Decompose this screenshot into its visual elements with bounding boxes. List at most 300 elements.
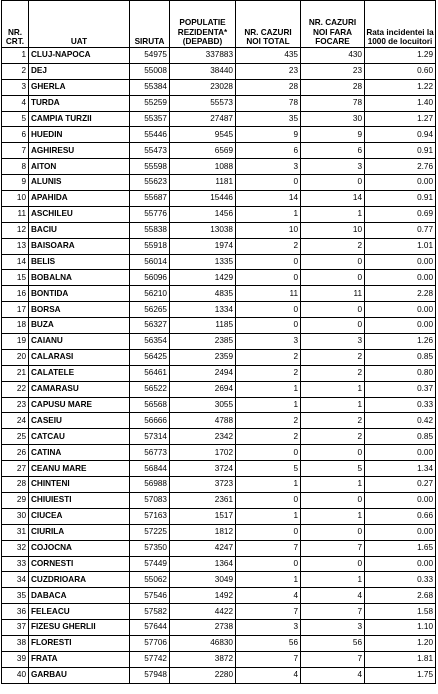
cell-populatie: 2694 [170,381,236,397]
table-row [2,318,436,334]
cell-nr-crt: 29 [2,492,29,508]
cell-populatie: 2342 [170,429,236,445]
cell-populatie: 2738 [170,620,236,636]
cell-populatie: 1812 [170,524,236,540]
cell-siruta: 55687 [130,191,170,207]
cell-rata: 1.34 [365,461,436,477]
cell-cazuri-total: 28 [236,79,301,95]
cell-cazuri-total: 0 [236,524,301,540]
cell-uat: CATCAU [29,429,130,445]
table-row [2,477,436,493]
table-row [2,111,436,127]
cell-cazuri-fara-focare: 430 [301,48,365,64]
table-row [2,206,436,222]
cell-rata: 0.00 [365,445,436,461]
header-rata: Rata incidentei la 1000 de locuitori [365,1,436,48]
cell-cazuri-total: 0 [236,492,301,508]
cell-cazuri-total: 2 [236,349,301,365]
table-row [2,79,436,95]
cell-uat: CUZDRIOARA [29,572,130,588]
cell-populatie: 2361 [170,492,236,508]
cell-populatie: 4835 [170,286,236,302]
cell-uat: CORNESTI [29,556,130,572]
cell-populatie: 2359 [170,349,236,365]
cell-cazuri-fara-focare: 4 [301,667,365,683]
cell-rata: 0.00 [365,175,436,191]
cell-siruta: 56265 [130,302,170,318]
cell-rata: 0.33 [365,397,436,413]
cell-siruta: 56568 [130,397,170,413]
cell-cazuri-fara-focare: 7 [301,651,365,667]
cell-rata: 0.85 [365,429,436,445]
cell-cazuri-total: 10 [236,222,301,238]
cell-rata: 0.42 [365,413,436,429]
table-row [2,381,436,397]
cell-rata: 0.69 [365,206,436,222]
cell-populatie: 337883 [170,48,236,64]
table-row [2,413,436,429]
cell-cazuri-total: 0 [236,270,301,286]
cell-cazuri-total: 3 [236,159,301,175]
cell-uat: COJOCNA [29,540,130,556]
cell-cazuri-fara-focare: 10 [301,222,365,238]
cell-uat: CEANU MARE [29,461,130,477]
cell-cazuri-fara-focare: 0 [301,524,365,540]
cell-cazuri-total: 2 [236,429,301,445]
cell-uat: FELEACU [29,604,130,620]
table-row [2,445,436,461]
cell-cazuri-fara-focare: 23 [301,63,365,79]
cell-cazuri-fara-focare: 0 [301,302,365,318]
cell-nr-crt: 20 [2,349,29,365]
cell-cazuri-total: 1 [236,477,301,493]
cell-populatie: 1181 [170,175,236,191]
cell-nr-crt: 34 [2,572,29,588]
cell-nr-crt: 40 [2,667,29,683]
cell-populatie: 3872 [170,651,236,667]
cell-nr-crt: 3 [2,79,29,95]
cell-siruta: 57163 [130,508,170,524]
cell-nr-crt: 31 [2,524,29,540]
cell-nr-crt: 38 [2,635,29,651]
cell-uat: GHERLA [29,79,130,95]
cell-nr-crt: 25 [2,429,29,445]
cell-siruta: 57225 [130,524,170,540]
table-row [2,635,436,651]
cell-cazuri-fara-focare: 0 [301,556,365,572]
cell-rata: 0.00 [365,254,436,270]
cell-rata: 1.29 [365,48,436,64]
table-row [2,524,436,540]
table-row [2,191,436,207]
table-row [2,604,436,620]
cell-cazuri-fara-focare: 28 [301,79,365,95]
cell-nr-crt: 1 [2,48,29,64]
cell-nr-crt: 8 [2,159,29,175]
cell-rata: 1.20 [365,635,436,651]
table-row [2,620,436,636]
cell-nr-crt: 14 [2,254,29,270]
cell-rata: 0.00 [365,492,436,508]
cell-rata: 0.33 [365,572,436,588]
cell-populatie: 1364 [170,556,236,572]
cell-cazuri-total: 7 [236,651,301,667]
cell-cazuri-fara-focare: 56 [301,635,365,651]
cell-populatie: 1334 [170,302,236,318]
cell-uat: DABACA [29,588,130,604]
cell-nr-crt: 12 [2,222,29,238]
table-row [2,270,436,286]
cell-cazuri-fara-focare: 3 [301,620,365,636]
table-row [2,302,436,318]
cell-populatie: 1517 [170,508,236,524]
cell-cazuri-total: 0 [236,175,301,191]
cell-rata: 1.10 [365,620,436,636]
cell-cazuri-total: 0 [236,318,301,334]
table-row [2,254,436,270]
cell-siruta: 55008 [130,63,170,79]
cell-siruta: 54975 [130,48,170,64]
cell-uat: CHIUIESTI [29,492,130,508]
cell-siruta: 55623 [130,175,170,191]
cell-uat: DEJ [29,63,130,79]
cell-uat: CAMPIA TURZII [29,111,130,127]
cell-siruta: 57706 [130,635,170,651]
cell-rata: 1.81 [365,651,436,667]
cell-rata: 1.26 [365,334,436,350]
cell-uat: FRATA [29,651,130,667]
cell-siruta: 56666 [130,413,170,429]
cell-cazuri-total: 0 [236,445,301,461]
cell-uat: AITON [29,159,130,175]
cell-siruta: 55776 [130,206,170,222]
cell-cazuri-fara-focare: 2 [301,238,365,254]
table-row [2,492,436,508]
table-row [2,667,436,683]
cell-cazuri-fara-focare: 3 [301,159,365,175]
cell-siruta: 56425 [130,349,170,365]
table-row [2,572,436,588]
cell-siruta: 56988 [130,477,170,493]
cell-cazuri-fara-focare: 30 [301,111,365,127]
cell-cazuri-fara-focare: 2 [301,429,365,445]
cell-uat: CHINTENI [29,477,130,493]
table-body [2,48,436,684]
cell-nr-crt: 16 [2,286,29,302]
cell-uat: BELIS [29,254,130,270]
cell-cazuri-total: 7 [236,604,301,620]
cell-cazuri-total: 435 [236,48,301,64]
cell-populatie: 1429 [170,270,236,286]
cell-cazuri-total: 2 [236,238,301,254]
cell-uat: CALATELE [29,365,130,381]
cell-cazuri-fara-focare: 4 [301,588,365,604]
table-row [2,556,436,572]
cell-populatie: 27487 [170,111,236,127]
cell-siruta: 56461 [130,365,170,381]
cell-populatie: 13038 [170,222,236,238]
cell-nr-crt: 5 [2,111,29,127]
cell-rata: 0.85 [365,349,436,365]
cell-siruta: 56014 [130,254,170,270]
cell-cazuri-fara-focare: 1 [301,508,365,524]
cell-cazuri-total: 11 [236,286,301,302]
table-row [2,397,436,413]
cell-cazuri-fara-focare: 0 [301,175,365,191]
cell-rata: 0.00 [365,556,436,572]
cell-populatie: 46830 [170,635,236,651]
cell-cazuri-fara-focare: 0 [301,318,365,334]
cell-cazuri-fara-focare: 5 [301,461,365,477]
cell-cazuri-fara-focare: 7 [301,540,365,556]
cell-cazuri-fara-focare: 6 [301,143,365,159]
cell-cazuri-total: 3 [236,620,301,636]
cell-populatie: 4788 [170,413,236,429]
cell-cazuri-total: 5 [236,461,301,477]
table-row [2,222,436,238]
cell-siruta: 56844 [130,461,170,477]
cell-populatie: 1492 [170,588,236,604]
cell-nr-crt: 4 [2,95,29,111]
cell-cazuri-fara-focare: 1 [301,397,365,413]
header-row [2,1,436,48]
cell-cazuri-total: 4 [236,588,301,604]
cell-populatie: 1456 [170,206,236,222]
table-row [2,429,436,445]
cell-rata: 1.22 [365,79,436,95]
cell-rata: 0.00 [365,318,436,334]
cell-cazuri-total: 3 [236,334,301,350]
cell-uat: CAIANU [29,334,130,350]
cell-cazuri-total: 14 [236,191,301,207]
cell-siruta: 57350 [130,540,170,556]
cell-populatie: 3723 [170,477,236,493]
cell-cazuri-fara-focare: 14 [301,191,365,207]
cell-siruta: 56354 [130,334,170,350]
cell-nr-crt: 15 [2,270,29,286]
cell-populatie: 23028 [170,79,236,95]
cell-populatie: 38440 [170,63,236,79]
cell-cazuri-fara-focare: 0 [301,492,365,508]
cell-nr-crt: 30 [2,508,29,524]
cell-rata: 0.80 [365,365,436,381]
cell-nr-crt: 26 [2,445,29,461]
cell-cazuri-fara-focare: 1 [301,381,365,397]
cell-nr-crt: 9 [2,175,29,191]
cell-siruta: 55838 [130,222,170,238]
cell-populatie: 6569 [170,143,236,159]
cell-siruta: 57546 [130,588,170,604]
cell-nr-crt: 10 [2,191,29,207]
cell-rata: 2.68 [365,588,436,604]
table-row [2,365,436,381]
cell-populatie: 1702 [170,445,236,461]
cell-rata: 0.91 [365,143,436,159]
table-row [2,159,436,175]
cell-nr-crt: 7 [2,143,29,159]
cell-siruta: 56522 [130,381,170,397]
header-siruta: SIRUTA [130,1,170,48]
header-populatie: POPULATIE REZIDENTA* (DEPABD) [170,1,236,48]
cell-uat: ASCHILEU [29,206,130,222]
cell-cazuri-fara-focare: 2 [301,413,365,429]
cell-rata: 0.77 [365,222,436,238]
cell-uat: BACIU [29,222,130,238]
cell-siruta: 57083 [130,492,170,508]
cell-cazuri-total: 1 [236,381,301,397]
cell-rata: 0.00 [365,524,436,540]
cell-cazuri-fara-focare: 78 [301,95,365,111]
table-row [2,127,436,143]
cell-siruta: 55384 [130,79,170,95]
cell-populatie: 4422 [170,604,236,620]
cell-siruta: 57449 [130,556,170,572]
cell-uat: FLORESTI [29,635,130,651]
cell-rata: 0.00 [365,302,436,318]
cell-populatie: 1335 [170,254,236,270]
table-row [2,651,436,667]
cell-uat: CAPUSU MARE [29,397,130,413]
cell-nr-crt: 23 [2,397,29,413]
cell-uat: CATINA [29,445,130,461]
cell-siruta: 56773 [130,445,170,461]
table-row [2,143,436,159]
cell-siruta: 55918 [130,238,170,254]
cell-nr-crt: 27 [2,461,29,477]
cell-siruta: 55259 [130,95,170,111]
cell-siruta: 56096 [130,270,170,286]
cell-cazuri-fara-focare: 3 [301,334,365,350]
cell-nr-crt: 33 [2,556,29,572]
header-nr-crt: NR. CRT. [2,1,29,48]
cell-populatie: 1088 [170,159,236,175]
header-cazuri-total: NR. CAZURI NOI TOTAL [236,1,301,48]
cell-uat: BUZA [29,318,130,334]
cell-cazuri-fara-focare: 0 [301,270,365,286]
cell-cazuri-total: 35 [236,111,301,127]
cell-siruta: 57582 [130,604,170,620]
cell-cazuri-total: 0 [236,556,301,572]
cell-rata: 2.28 [365,286,436,302]
cell-rata: 1.75 [365,667,436,683]
incidence-table [1,0,436,684]
cell-uat: CASEIU [29,413,130,429]
cell-cazuri-total: 1 [236,572,301,588]
table-row [2,95,436,111]
cell-populatie: 3724 [170,461,236,477]
table-row [2,48,436,64]
cell-uat: BAISOARA [29,238,130,254]
header-cazuri-fara-focare: NR. CAZURI NOI FARA FOCARE [301,1,365,48]
cell-cazuri-fara-focare: 1 [301,477,365,493]
cell-rata: 0.66 [365,508,436,524]
cell-cazuri-fara-focare: 0 [301,445,365,461]
cell-cazuri-total: 1 [236,206,301,222]
cell-cazuri-fara-focare: 9 [301,127,365,143]
cell-cazuri-fara-focare: 11 [301,286,365,302]
cell-uat: GARBAU [29,667,130,683]
cell-cazuri-total: 56 [236,635,301,651]
header-uat: UAT [29,1,130,48]
cell-nr-crt: 22 [2,381,29,397]
cell-rata: 2.76 [365,159,436,175]
cell-nr-crt: 32 [2,540,29,556]
table-row [2,175,436,191]
cell-nr-crt: 35 [2,588,29,604]
cell-cazuri-total: 2 [236,413,301,429]
cell-cazuri-fara-focare: 1 [301,572,365,588]
cell-nr-crt: 24 [2,413,29,429]
cell-uat: TURDA [29,95,130,111]
table-row [2,461,436,477]
cell-cazuri-total: 1 [236,508,301,524]
cell-nr-crt: 6 [2,127,29,143]
cell-uat: AGHIRESU [29,143,130,159]
cell-cazuri-fara-focare: 2 [301,349,365,365]
cell-nr-crt: 36 [2,604,29,620]
cell-rata: 0.60 [365,63,436,79]
cell-siruta: 57644 [130,620,170,636]
cell-cazuri-total: 6 [236,143,301,159]
table-row [2,508,436,524]
table-row [2,238,436,254]
table-row [2,286,436,302]
cell-uat: FIZESU GHERLII [29,620,130,636]
cell-cazuri-total: 0 [236,254,301,270]
cell-siruta: 57742 [130,651,170,667]
cell-populatie: 4247 [170,540,236,556]
cell-rata: 1.01 [365,238,436,254]
cell-siruta: 55357 [130,111,170,127]
cell-siruta: 55062 [130,572,170,588]
cell-rata: 0.94 [365,127,436,143]
cell-siruta: 55473 [130,143,170,159]
cell-siruta: 55446 [130,127,170,143]
cell-nr-crt: 17 [2,302,29,318]
cell-rata: 0.91 [365,191,436,207]
cell-uat: HUEDIN [29,127,130,143]
cell-rata: 0.27 [365,477,436,493]
cell-uat: APAHIDA [29,191,130,207]
cell-uat: ALUNIS [29,175,130,191]
cell-cazuri-total: 78 [236,95,301,111]
cell-nr-crt: 37 [2,620,29,636]
cell-uat: CIUCEA [29,508,130,524]
table-row [2,540,436,556]
cell-rata: 1.40 [365,95,436,111]
cell-siruta: 56210 [130,286,170,302]
cell-rata: 1.27 [365,111,436,127]
cell-nr-crt: 39 [2,651,29,667]
cell-populatie: 3049 [170,572,236,588]
cell-siruta: 57948 [130,667,170,683]
cell-populatie: 15446 [170,191,236,207]
cell-populatie: 55573 [170,95,236,111]
cell-uat: CALARASI [29,349,130,365]
cell-populatie: 9545 [170,127,236,143]
cell-populatie: 1185 [170,318,236,334]
cell-cazuri-fara-focare: 7 [301,604,365,620]
cell-rata: 1.58 [365,604,436,620]
cell-siruta: 55598 [130,159,170,175]
cell-cazuri-fara-focare: 0 [301,254,365,270]
cell-populatie: 2385 [170,334,236,350]
cell-cazuri-fara-focare: 1 [301,206,365,222]
cell-nr-crt: 11 [2,206,29,222]
cell-populatie: 3055 [170,397,236,413]
cell-populatie: 1974 [170,238,236,254]
cell-cazuri-total: 4 [236,667,301,683]
